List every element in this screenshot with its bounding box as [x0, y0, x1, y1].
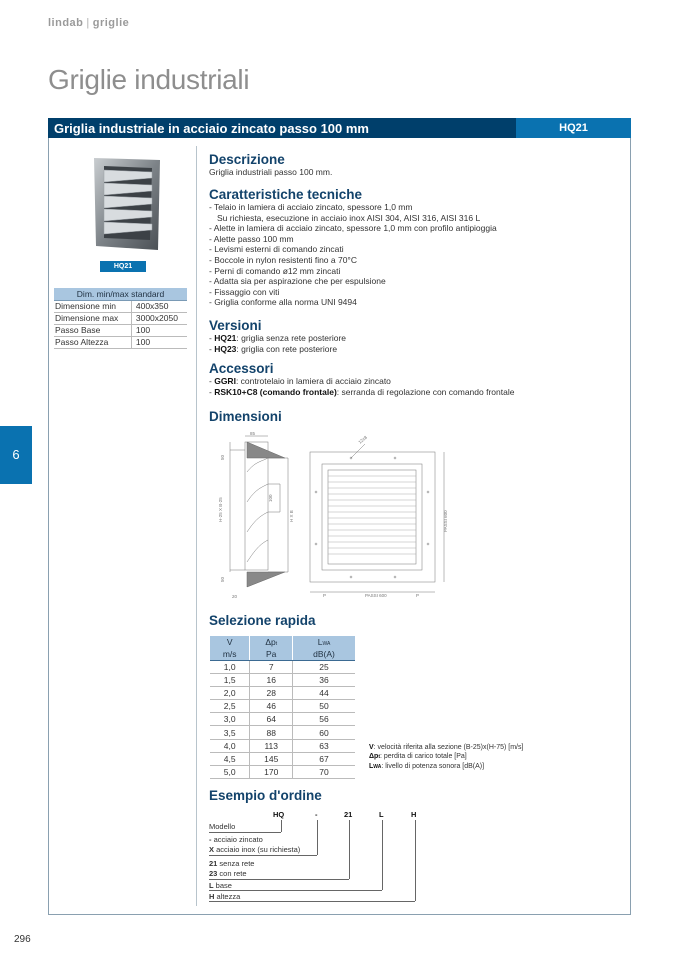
order-code-height: H	[411, 810, 417, 819]
table-row: 1,0 7 25	[210, 660, 355, 673]
svg-text:85: 85	[250, 432, 256, 436]
column-divider	[196, 146, 197, 906]
svg-text:PASSI 600: PASSI 600	[365, 593, 387, 598]
dimensions-table-header: Dim. min/max standard	[54, 288, 187, 300]
table-row: 4,0 113 63	[210, 739, 355, 752]
order-code-model: HQ	[273, 810, 285, 819]
svg-text:P: P	[416, 593, 420, 598]
list-item: - Alette passo 100 mm	[209, 233, 294, 244]
unit-v: m/s	[210, 648, 250, 660]
chapter-tab[interactable]: 6	[0, 426, 32, 484]
legend-item: V: velocità riferita alla sezione (B-25)x(H-75) [m/s]	[369, 744, 524, 751]
section-selezione	[209, 613, 316, 628]
unit-lwa: dB(A)	[293, 648, 355, 660]
table-row: 1,5 16 36	[210, 673, 355, 686]
unit-dp: Pa	[250, 648, 293, 660]
column-header-v: V	[210, 636, 250, 648]
selection-legend	[369, 743, 523, 773]
order-rete-option: 21 senza rete	[209, 859, 255, 868]
section-versioni	[209, 318, 346, 354]
table-row: 2,0 28 44	[210, 686, 355, 699]
svg-text:100: 100	[268, 494, 273, 502]
section-name: griglie	[92, 17, 130, 29]
description-text: Griglia industriali passo 100 mm.	[209, 167, 333, 177]
list-item: Su richiesta, esecuzione in acciaio inox AISI 304, AISI 316, AISI 316 L	[217, 212, 481, 223]
brand-name: lindab	[48, 17, 84, 29]
section-heading: Caratteristiche tecniche	[209, 187, 363, 202]
order-code-base: L	[379, 810, 384, 819]
product-bar	[48, 118, 631, 138]
quick-selection-table	[210, 636, 355, 779]
svg-text:50: 50	[220, 454, 225, 460]
table-row: Dimensione min 400x350	[54, 300, 187, 312]
svg-text:12x8: 12x8	[357, 434, 369, 445]
product-code: HQ21	[516, 118, 631, 138]
section-heading: Dimensioni	[209, 409, 282, 424]
order-material-option: X acciaio inox (su richiesta)	[209, 845, 301, 854]
table-row: 3,5 88 60	[210, 726, 355, 739]
table-row: Dimensione max 3000x2050	[54, 312, 187, 324]
list-item: - HQ21: griglia senza rete posteriore	[209, 333, 347, 343]
table-row: Passo Altezza 100	[54, 336, 187, 348]
order-altezza: H altezza	[209, 892, 241, 901]
dimensions-table	[54, 288, 187, 349]
list-item: - Perni di comando ø12 mm zincati	[209, 265, 341, 276]
order-code-material: -	[315, 810, 318, 819]
column-header-lwa: LWA	[293, 636, 355, 648]
list-item: - Adatta sia per aspirazione che per espulsione	[209, 276, 386, 287]
list-item: - GGRI: controtelaio in lamiera di acciaio zincato	[209, 376, 391, 386]
section-heading: Selezione rapida	[209, 613, 316, 628]
brand-separator: |	[86, 17, 90, 29]
list-item: - HQ23: griglia con rete posteriore	[209, 343, 338, 354]
order-label-modello: Modello	[209, 822, 236, 831]
section-dimensioni	[209, 409, 282, 424]
svg-text:H X B: H X B	[289, 510, 294, 522]
list-item: - RSK10+C8 (comando frontale): serranda di regolazione con comando frontale	[209, 386, 515, 397]
list-item: - Fissaggio con viti	[209, 286, 280, 297]
grille-photo	[92, 156, 162, 252]
section-heading: Descrizione	[209, 152, 285, 167]
section-descrizione	[209, 152, 332, 178]
legend-item: LWA: livello di potenza sonora [dB(A)]	[369, 763, 485, 771]
section-esempio-ordine	[209, 788, 322, 803]
table-row: Passo Base 100	[54, 324, 187, 336]
list-item: - Griglia conforme alla norma UNI 9494	[209, 297, 357, 308]
order-rete-option: 23 con rete	[209, 869, 247, 878]
page-title: Griglie industriali	[48, 64, 250, 95]
list-item: - Alette in lamiera di acciaio zincato, spessore 1,0 mm con profilo antipioggia	[209, 223, 497, 234]
section-accessori	[209, 361, 514, 397]
svg-text:PASSI 600: PASSI 600	[443, 510, 448, 532]
section-heading: Accessori	[209, 361, 274, 376]
section-heading: Versioni	[209, 318, 262, 333]
table-row: 4,5 145 67	[210, 752, 355, 765]
list-item: - Levismi esterni di comando zincati	[209, 244, 344, 255]
order-code-version: 21	[344, 810, 353, 819]
table-row: 3,0 64 56	[210, 713, 355, 726]
order-material-option: - acciaio zincato	[209, 835, 263, 844]
dimension-drawing	[210, 432, 450, 600]
brand-header	[48, 17, 129, 29]
product-name: Griglia industriale in acciaio zincato passo 100 mm	[48, 118, 516, 138]
table-row: 5,0 170 70	[210, 766, 355, 779]
list-item: - Boccole in nylon resistenti fino a 70°C	[209, 254, 357, 265]
table-row: 2,5 46 50	[210, 700, 355, 713]
order-base: L base	[209, 881, 232, 890]
list-item: - Telaio in lamiera di acciaio zincato, spessore 1,0 mm	[209, 202, 413, 212]
legend-item: Δpt: perdita di carico totale [Pa]	[369, 753, 467, 761]
product-image-badge: HQ21	[100, 261, 146, 272]
column-header-dp: Δpt	[250, 636, 293, 648]
svg-text:P: P	[323, 593, 327, 598]
page-number: 296	[14, 934, 31, 945]
order-example-diagram	[209, 810, 439, 910]
svg-text:H-25 X B-25: H-25 X B-25	[218, 497, 223, 522]
svg-text:50: 50	[220, 576, 225, 582]
section-caratteristiche	[209, 187, 497, 308]
section-heading: Esempio d'ordine	[209, 788, 322, 803]
svg-text:20: 20	[232, 594, 238, 599]
